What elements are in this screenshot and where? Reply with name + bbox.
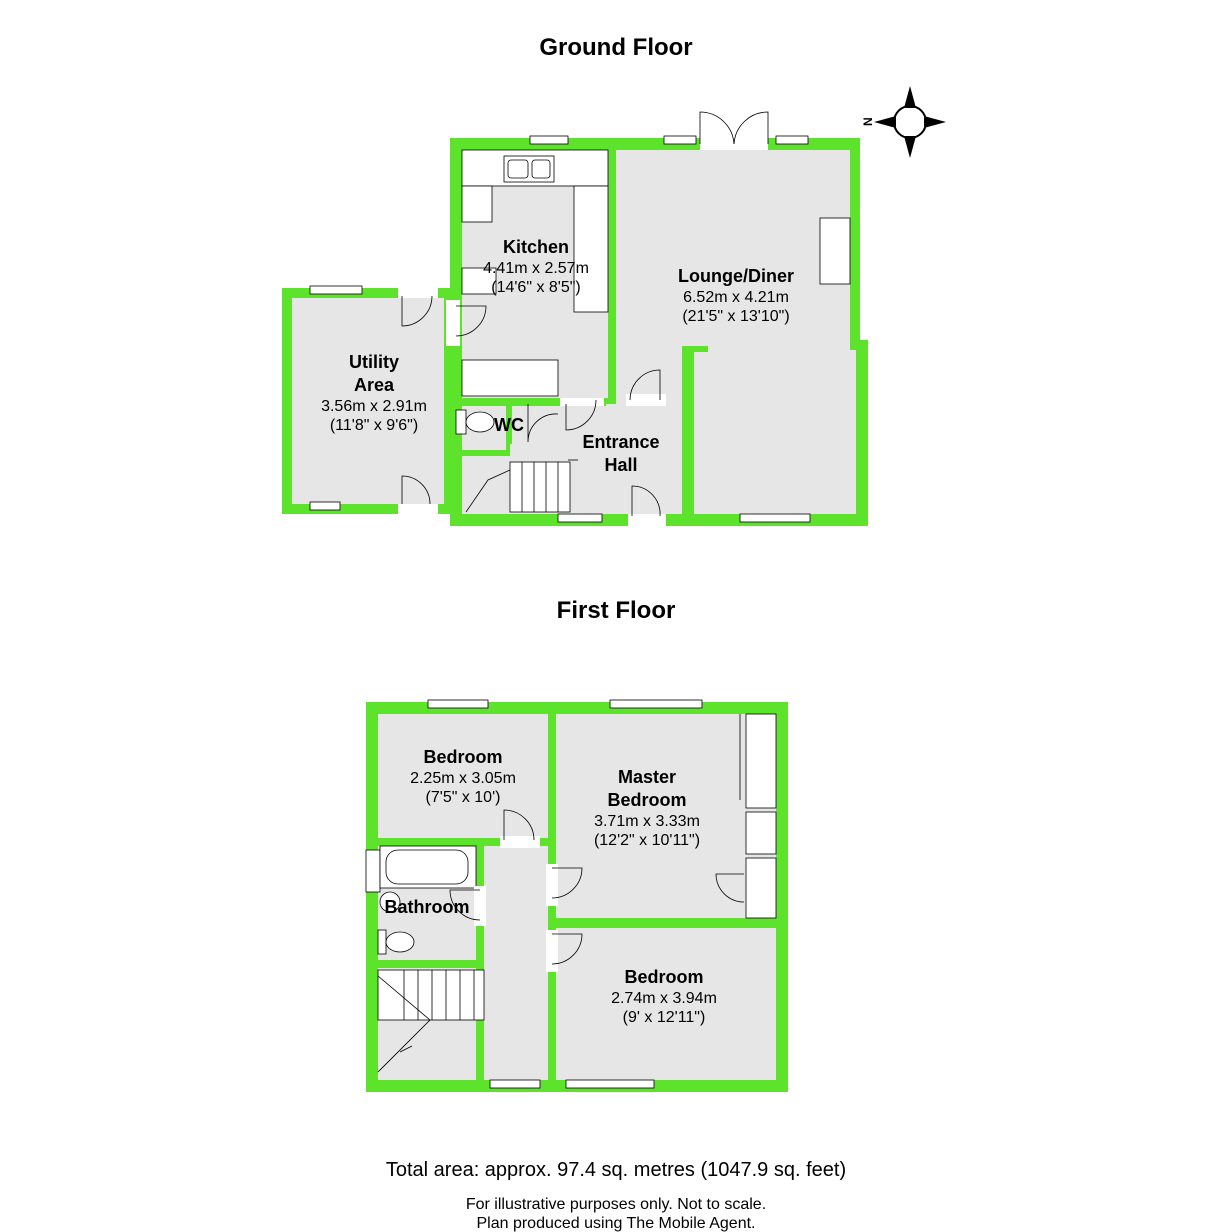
bathroom-label: Bathroom bbox=[384, 897, 470, 917]
french-doors bbox=[700, 112, 768, 150]
window bbox=[310, 502, 340, 510]
compass-label: N bbox=[861, 117, 875, 126]
wall bbox=[376, 960, 478, 968]
window bbox=[610, 700, 702, 708]
window bbox=[310, 286, 362, 294]
master-metric: 3.71m x 3.33m bbox=[594, 813, 700, 830]
window bbox=[776, 136, 808, 144]
entrance-label-line1: Entrance bbox=[582, 432, 660, 452]
master-imperial: (12'2" x 10'11") bbox=[593, 832, 701, 849]
lounge-floor-lower bbox=[694, 350, 856, 514]
first-floor-title: First Floor bbox=[556, 597, 676, 624]
kitchen-unit-bottom bbox=[462, 360, 558, 396]
hall-lounge-wall bbox=[682, 346, 692, 516]
window bbox=[558, 514, 602, 522]
utility-imperial: (11'8" x 9'6") bbox=[329, 417, 419, 434]
bedroom-large-metric: 2.74m x 3.94m bbox=[611, 990, 717, 1007]
wall bbox=[554, 918, 778, 928]
total-area: Total area: approx. 97.4 sq. metres (1047.9 sq. feet) bbox=[385, 1159, 847, 1181]
fireplace bbox=[820, 218, 850, 284]
bedroom-small-metric: 2.25m x 3.05m bbox=[410, 770, 516, 787]
wardrobe bbox=[746, 858, 776, 918]
sink-icon bbox=[504, 156, 554, 182]
kitchen-worktop-left bbox=[462, 186, 492, 222]
bedroom-small-imperial: (7'5" x 10') bbox=[425, 789, 501, 806]
bedroom-small-label: Bedroom bbox=[423, 747, 503, 767]
window bbox=[566, 1080, 654, 1088]
toilet-icon bbox=[456, 410, 494, 434]
first-floor-plan bbox=[366, 700, 788, 1092]
lounge-metric: 6.52m x 4.21m bbox=[683, 289, 789, 306]
entrance-label-line2: Hall bbox=[604, 455, 638, 475]
bath-icon bbox=[366, 846, 476, 892]
lounge-label: Lounge/Diner bbox=[678, 266, 794, 286]
kitchen-imperial: (14'6" x 8'5") bbox=[491, 279, 581, 296]
window bbox=[664, 136, 696, 144]
utility-label-line2: Area bbox=[353, 375, 395, 395]
ground-floor-plan bbox=[282, 86, 946, 526]
compass-icon bbox=[861, 86, 946, 158]
window bbox=[740, 514, 810, 522]
disclaimer: For illustrative purposes only. Not to scale. bbox=[465, 1196, 767, 1213]
bedroom-large-imperial: (9' x 12'11") bbox=[622, 1009, 706, 1026]
landing-floor bbox=[484, 844, 548, 1080]
kitchen-label: Kitchen bbox=[502, 237, 570, 257]
window bbox=[530, 136, 568, 144]
window bbox=[490, 1080, 540, 1088]
lounge-imperial: (21'5" x 13'10") bbox=[682, 308, 790, 325]
bedroom-large-label: Bedroom bbox=[624, 967, 704, 987]
credit: Plan produced using The Mobile Agent. bbox=[476, 1215, 756, 1232]
wc-label: WC bbox=[494, 415, 524, 435]
window bbox=[428, 700, 488, 708]
master-label-line2: Bedroom bbox=[607, 790, 687, 810]
utility-metric: 3.56m x 2.91m bbox=[321, 398, 427, 415]
master-label-line1: Master bbox=[617, 767, 677, 787]
ground-floor-title: Ground Floor bbox=[539, 34, 693, 61]
wardrobe bbox=[746, 714, 776, 808]
kitchen-metric: 4.41m x 2.57m bbox=[483, 260, 589, 277]
hall-lounge-stub bbox=[682, 346, 708, 352]
utility-label-line1: Utility bbox=[348, 352, 400, 372]
wardrobe bbox=[746, 812, 776, 854]
